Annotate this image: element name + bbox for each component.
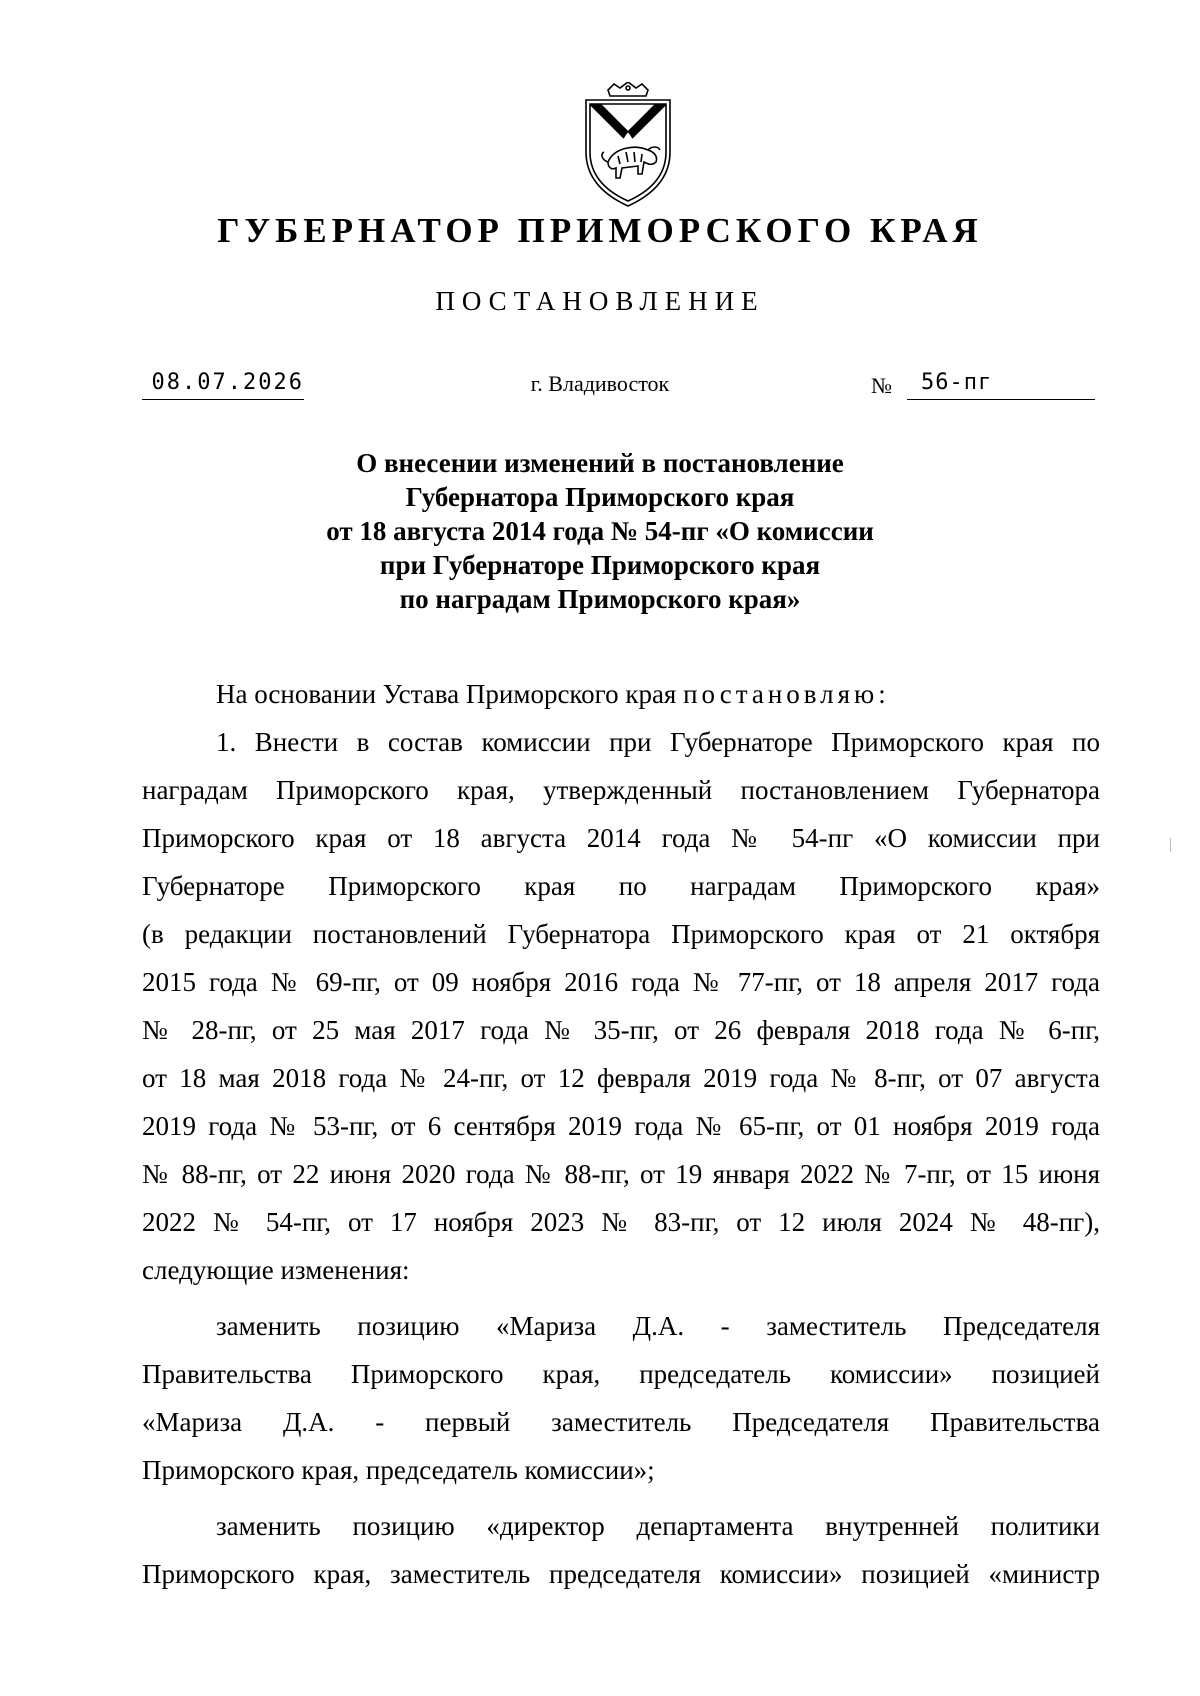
document-type: ПОСТАНОВЛЕНИЕ [435, 286, 765, 316]
item1-line: 2015 года № 69-пг, от 09 ноября 2016 года № 77-пг, от 18 апреля 2017 года [142, 967, 1100, 997]
margin-mark [1170, 838, 1171, 852]
item1-line: (в редакции постановлений Губернатора Приморского края от 21 октября [142, 919, 1100, 949]
item1-line: 2019 года № 53-пг, от 6 сентября 2019 года № 65-пг, от 01 ноября 2019 года [142, 1111, 1100, 1141]
item1-line: 1. Внести в состав комиссии при Губернаторе Приморского края по [216, 727, 1100, 757]
item1-line: Губернаторе Приморского края по наградам Приморского края» [142, 871, 1100, 901]
change2-line: Приморского края, заместитель председателя комиссии» позицией «министр [142, 1559, 1100, 1589]
item1-line: следующие изменения: [142, 1255, 410, 1285]
change1-line: Приморского края, председатель комиссии»; [142, 1455, 655, 1485]
preamble-text: На основании Устава Приморского края [216, 679, 677, 709]
item1-line: Приморского края от 18 августа 2014 года № 54-пг «О комиссии при [142, 823, 1100, 853]
item1-line: № 88-пг, от 22 июня 2020 года № 88-пг, от 19 января 2022 № 7-пг, от 15 июня [142, 1159, 1100, 1189]
change1-line: Правительства Приморского края, председатель комиссии» позицией [142, 1359, 1100, 1389]
title-line: по наградам Приморского края» [399, 584, 801, 614]
document-body [142, 670, 1100, 1598]
document-city: г. Владивосток [530, 371, 670, 396]
change1-line: заменить позицию «Мариза Д.А. - заместитель Председателя [216, 1311, 1100, 1341]
number-sign: № [871, 373, 892, 398]
item1-line: № 28-пг, от 25 мая 2017 года № 35-пг, от 26 февраля 2018 года № 6-пг, [142, 1015, 1100, 1045]
item1-line: от 18 мая 2018 года № 24-пг, от 12 февраля 2019 года № 8-пг, от 07 августа [142, 1063, 1100, 1093]
issuing-authority: ГУБЕРНАТОР ПРИМОРСКОГО КРАЯ [217, 211, 983, 250]
paragraph-gap [142, 1494, 1100, 1502]
title-line: О внесении изменений в постановление [356, 448, 844, 478]
number-value: 56-пг [907, 369, 1095, 400]
title-line: Губернатора Приморского края [405, 482, 795, 512]
item1-line: наградам Приморского края, утвержденный постановлением Губернатора [142, 775, 1100, 805]
change2-line: заменить позицию «директор департамента внутренней политики [216, 1511, 1100, 1541]
title-line: при Губернаторе Приморского края [379, 550, 821, 580]
document-number [871, 369, 1101, 400]
document-date: 08.07.2026 [142, 369, 304, 400]
document-title [0, 446, 1200, 616]
paragraph-gap [142, 1294, 1100, 1302]
preamble-verb: постановляю: [683, 679, 890, 709]
title-line: от 18 августа 2014 года № 54-пг «О комиссии [326, 516, 874, 546]
item1-line: 2022 № 54-пг, от 17 ноября 2023 № 83-пг, от 12 июля 2024 № 48-пг), [142, 1207, 1100, 1237]
change1-line: «Мариза Д.А. - первый заместитель Председателя Правительства [142, 1407, 1100, 1437]
preamble [142, 670, 1100, 718]
coat-of-arms-emblem [578, 82, 678, 210]
